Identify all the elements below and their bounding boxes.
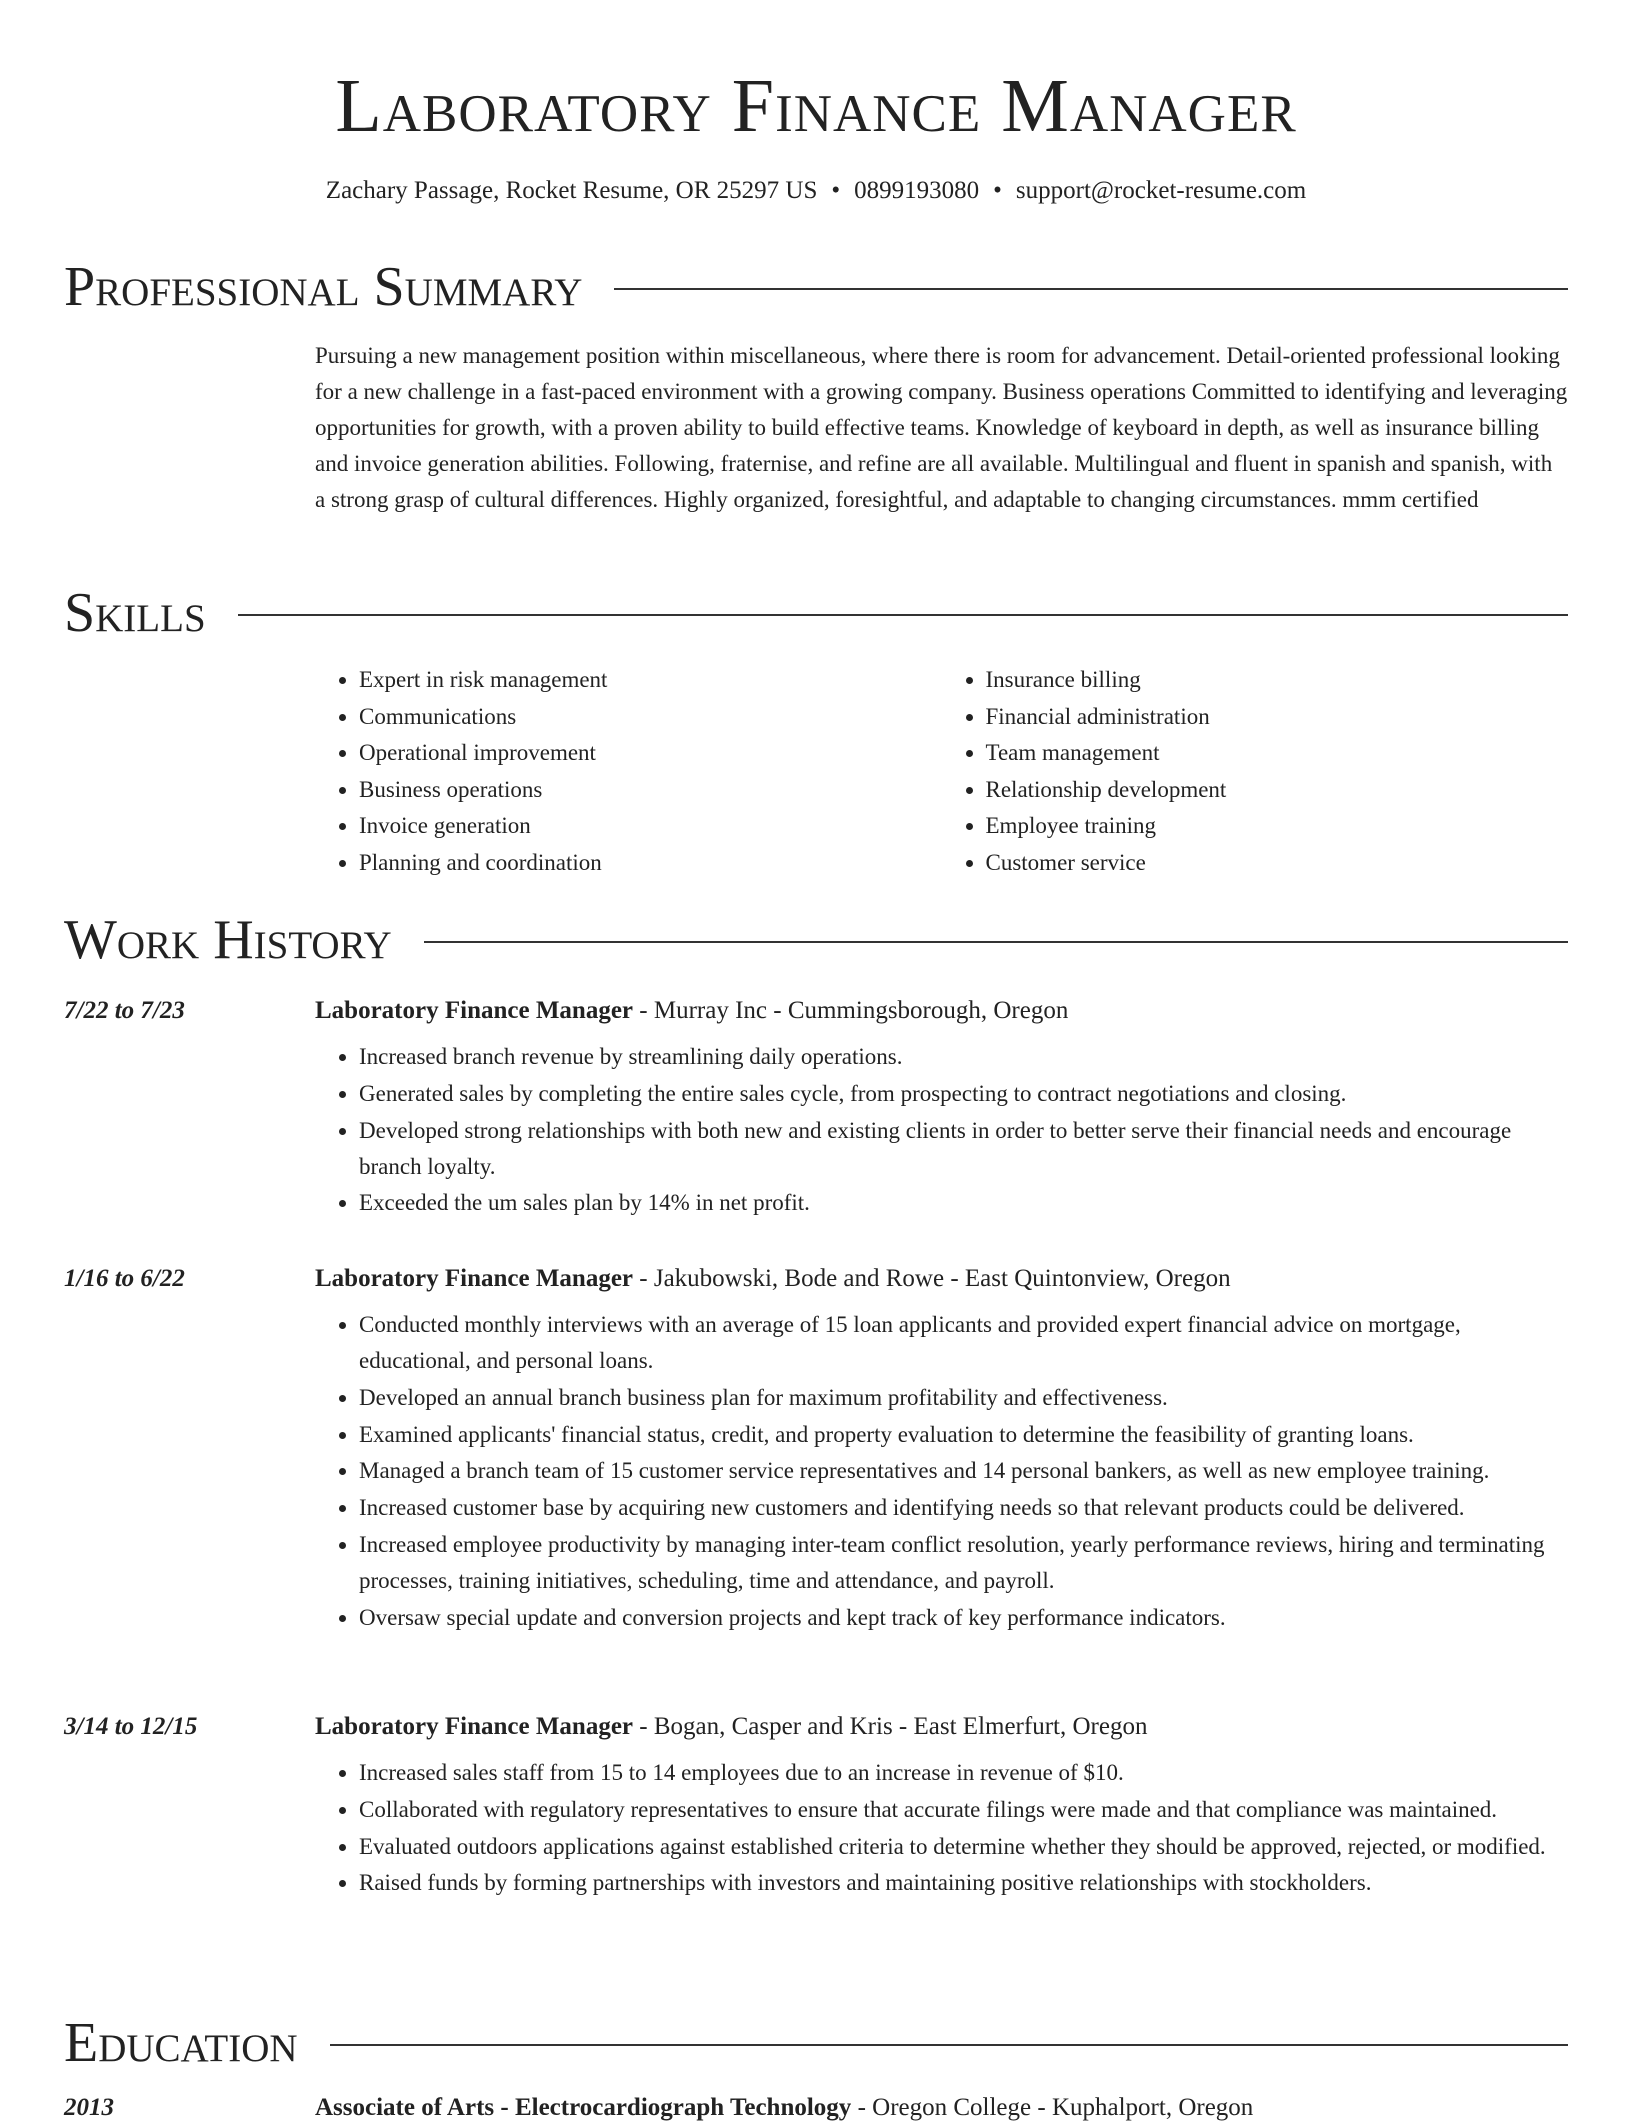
section-header-summary — [64, 252, 1568, 322]
section-header-skills — [64, 578, 1568, 648]
candidate-name: Laboratory Finance Manager — [335, 64, 1297, 148]
skills-list — [315, 662, 1568, 882]
list-item: • Increased branch revenue by streamlining daily operations. — [359, 1039, 1568, 1075]
job-role: Laboratory Finance Manager — [315, 1713, 634, 1740]
list-item: • Examined applicants' financial status, credit, and property evaluation to determine the feasibility of granting loans. — [359, 1417, 1568, 1453]
list-item: • Expert in risk management — [359, 662, 942, 699]
section-divider — [330, 2044, 1568, 2046]
contact-email: support@rocket-resume.com — [1015, 177, 1307, 204]
list-item: • Oversaw special update and conversion projects and kept track of key performance indicators. — [359, 1600, 1568, 1636]
job-role: Laboratory Finance Manager — [315, 1265, 634, 1292]
education-dates: 2013 — [64, 2094, 114, 2121]
list-item: • Developed strong relationships with both new and existing clients in order to better serve their financial needs and encourage branch loyalty. — [359, 1113, 1568, 1185]
skills-column-left — [315, 662, 942, 882]
job-heading — [315, 1709, 1147, 1745]
job-role: Laboratory Finance Manager — [315, 997, 634, 1024]
list-item: • Employee training — [986, 808, 1569, 845]
list-item: • Team management — [986, 735, 1569, 772]
list-item: • Customer service — [986, 845, 1569, 882]
section-title: Education — [64, 2012, 298, 2074]
list-item: • Generated sales by completing the entire sales cycle, from prospecting to contract negotiations and closing. — [359, 1076, 1568, 1112]
summary-text: Pursuing a new management position within miscellaneous, where there is room for advancement. Detail-oriented professional looking for a new challenge in a fast-paced environment with a growing company. Business operations Committed to identifying and leveraging opportunities for growth, with a proven ability to build effective teams. Knowledge of keyboard in depth, as well as insurance billing and invoice generation abilities. Following, fraternise, and refine are all available. Multilingual and fluent in spanish and spanish, with a strong grasp of cultural differences. Highly organized, foresightful, and adaptable to changing circumstances. mmm certified — [315, 343, 1568, 512]
job-details: - Jakubowski, Bode and Rowe - East Quintonview, Oregon — [633, 1265, 1231, 1292]
list-item: • Developed an annual branch business plan for maximum profitability and effectiveness. — [359, 1380, 1568, 1416]
contact-separator: • — [993, 177, 1002, 204]
job-details: - Bogan, Casper and Kris - East Elmerfurt, Oregon — [633, 1713, 1148, 1740]
list-item: • Increased customer base by acquiring new customers and identifying needs so that relevant products could be delivered. — [359, 1490, 1568, 1526]
education-degree: Associate of Arts - Electrocardiograph Technology — [315, 2094, 852, 2121]
section-title: Work History — [64, 909, 392, 971]
section-divider — [238, 614, 1568, 616]
section-divider — [614, 288, 1568, 290]
list-item: • Invoice generation — [359, 808, 942, 845]
list-item: • Increased employee productivity by managing inter-team conflict resolution, yearly performance reviews, hiring and terminating processes, training initiatives, scheduling, time and attendance, and payroll. — [359, 1527, 1568, 1599]
contact-address: Zachary Passage, Rocket Resume, OR 25297 US — [325, 177, 818, 204]
section-header-education — [64, 2008, 1568, 2078]
section-title: Professional Summary — [64, 256, 583, 318]
list-item: • Raised funds by forming partnerships with investors and maintaining positive relationships with stockholders. — [359, 1865, 1568, 1901]
job-dates: 1/16 to 6/22 — [64, 1265, 185, 1292]
section-divider — [424, 941, 1568, 943]
contact-line — [0, 173, 1632, 209]
list-item: • Planning and coordination — [359, 845, 942, 882]
list-item: • Collaborated with regulatory representatives to ensure that accurate filings were made and that compliance was maintained. — [359, 1792, 1568, 1828]
list-item: • Managed a branch team of 15 customer service representatives and 14 personal bankers, as well as new employee training. — [359, 1453, 1568, 1489]
education-heading — [315, 2090, 1253, 2126]
job-dates: 7/22 to 7/23 — [64, 997, 185, 1024]
contact-phone: 0899193080 — [854, 177, 980, 204]
skills-column-right — [942, 662, 1569, 882]
section-header-work-history — [64, 905, 1568, 975]
list-item: • Business operations — [359, 772, 942, 809]
list-item: • Evaluated outdoors applications against established criteria to determine whether they should be approved, rejected, or modified. — [359, 1829, 1568, 1865]
job-heading — [315, 1261, 1231, 1297]
job-details: - Murray Inc - Cummingsborough, Oregon — [633, 997, 1069, 1024]
list-item: • Increased sales staff from 15 to 14 employees due to an increase in revenue of $10. — [359, 1755, 1568, 1791]
education-details: - Oregon College - Kuphalport, Oregon — [851, 2094, 1254, 2121]
list-item: • Insurance billing — [986, 662, 1569, 699]
list-item: • Financial administration — [986, 699, 1569, 736]
section-title: Skills — [64, 582, 206, 644]
contact-separator: • — [831, 177, 841, 204]
list-item: • Operational improvement — [359, 735, 942, 772]
list-item: • Exceeded the um sales plan by 14% in net profit. — [359, 1185, 1568, 1221]
list-item: • Communications — [359, 699, 942, 736]
job-dates: 3/14 to 12/15 — [64, 1713, 198, 1740]
job-heading — [315, 993, 1068, 1029]
job-bullets — [315, 1307, 1568, 1637]
list-item: • Relationship development — [986, 772, 1569, 809]
list-item: • Conducted monthly interviews with an average of 15 loan applicants and provided expert financial advice on mortgage, educational, and personal loans. — [359, 1307, 1568, 1379]
job-bullets — [315, 1039, 1568, 1222]
job-bullets — [315, 1755, 1568, 1902]
